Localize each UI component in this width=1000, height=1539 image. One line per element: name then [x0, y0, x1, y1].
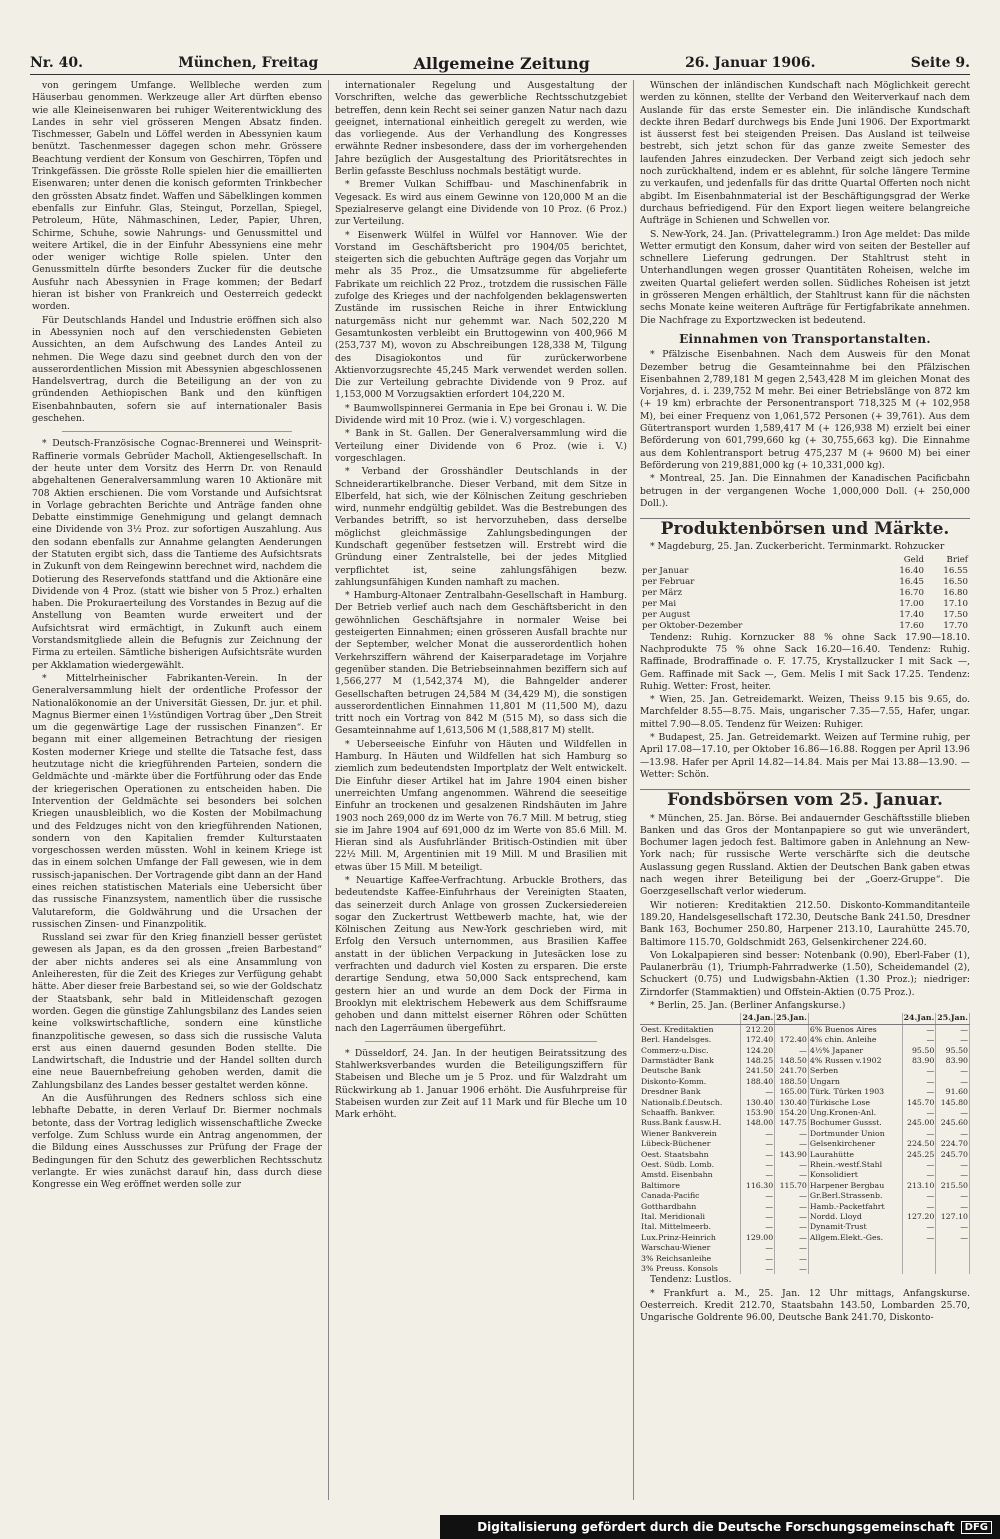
- table-cell: —: [741, 1191, 775, 1201]
- table-header-cell: 24.Jan.: [742, 1013, 774, 1023]
- table-cell: 215.50: [936, 1181, 970, 1191]
- dfg-logo-icon: DFG: [961, 1521, 992, 1534]
- table-header-cell: 24.Jan.: [903, 1013, 935, 1023]
- table-row: [640, 1087, 970, 1097]
- table-cell: [808, 1254, 902, 1264]
- table-cell: Commerz-u.Disc.: [640, 1046, 741, 1056]
- digitization-footer: [440, 1515, 1000, 1539]
- section-title-transport: Einnahmen von Transportanstalten.: [679, 331, 931, 346]
- table-row: [640, 621, 970, 632]
- table-cell: 245.25: [902, 1150, 936, 1160]
- table-cell: Dortmunder Union: [808, 1129, 902, 1139]
- table-cell: Dresdner Bank: [640, 1087, 741, 1097]
- section-title-fonds: Fondsbörsen vom 25. Januar.: [640, 789, 970, 806]
- table-cell: Berl. Handelsges.: [640, 1035, 741, 1045]
- table-row: [640, 1160, 970, 1170]
- table-cell: —: [741, 1087, 775, 1097]
- table-cell: —: [775, 1243, 809, 1253]
- table-cell: 4½% Japaner: [808, 1046, 902, 1056]
- table-cell: 154.20: [775, 1108, 809, 1118]
- table-cell: 241.70: [775, 1066, 809, 1076]
- table-cell: 153.90: [741, 1108, 775, 1118]
- table-cell: 4% Russen v.1902: [808, 1056, 902, 1066]
- table-cell: Bochumer Gussst.: [808, 1118, 902, 1128]
- column-1: [32, 80, 322, 1500]
- table-cell: —: [902, 1191, 936, 1201]
- newspaper-title: Allgemeine Zeitung: [413, 53, 590, 73]
- table-cell: 4% chin. Anleihe: [808, 1035, 902, 1045]
- table-row: [640, 1202, 970, 1212]
- table-row: [640, 1056, 970, 1066]
- table-cell: —: [741, 1150, 775, 1160]
- table-cell: Warschau-Wiener: [640, 1243, 741, 1253]
- table-cell: 145.80: [936, 1098, 970, 1108]
- table-cell: Dynamit-Trust: [808, 1222, 902, 1232]
- column-2: [335, 80, 627, 1500]
- table-cell: Gr.Berl.Strassenb.: [808, 1191, 902, 1201]
- table-cell: —: [902, 1170, 936, 1180]
- table-cell: 245.70: [936, 1150, 970, 1160]
- table-cell: —: [741, 1160, 775, 1170]
- table-cell: [808, 1264, 902, 1274]
- footer-text: Digitalisierung gefördert durch die Deutsche Forschungsgemeinschaft: [477, 1520, 955, 1534]
- table-cell: 116.30: [741, 1181, 775, 1191]
- table-row: [640, 1046, 970, 1056]
- column-divider: [633, 80, 634, 1500]
- table-cell: [902, 1264, 936, 1274]
- table-cell: —: [741, 1212, 775, 1222]
- table-cell: —: [775, 1129, 809, 1139]
- table-cell: 83.90: [902, 1056, 936, 1066]
- table-cell: Nationalb.f.Deutsch.: [640, 1098, 741, 1108]
- article-paragraph: internationaler Regelung und Ausgestaltung der Vorschriften, welche das gewerbliche Rechtsschutzgebiet betreffen, denn kein Recht sei seiner ganzen Natur nach dazu geeignet, international einheitlich geregelt zu werden, wie das vorliegende. Aus der Verhandlung des Kongresses erwähnte Redner insbesondere, dass der im vorhergehenden Jahre bezüglich der Ausgestaltung des Prioritätsrechtes in Berlin gefasste Beschluss nochmals bestätigt wurde.: [335, 80, 627, 178]
- article-separator: [62, 431, 292, 432]
- table-row: [640, 1150, 970, 1160]
- table-cell: 16.40: [899, 565, 924, 576]
- stock-quote-table: [640, 1013, 970, 1274]
- table-cell: 115.70: [775, 1181, 809, 1191]
- table-cell: —: [902, 1202, 936, 1212]
- table-cell: 17.60: [899, 620, 924, 631]
- article-paragraph: * Bank in St. Gallen. Der Generalversammlung wird die Verteilung einer Dividende von 6 Proz. (wie i. V.) vorgeschlagen.: [335, 428, 627, 464]
- table-cell: —: [936, 1077, 970, 1087]
- table-cell: Lübeck-Büchener: [640, 1139, 741, 1149]
- table-cell: per Mai: [642, 598, 677, 609]
- table-cell: 224.50: [902, 1139, 936, 1149]
- article-paragraph: Russland sei zwar für den Krieg finanziell besser gerüstet gewesen als Japan, es da den grossen „freien Barbestand“ der aber nichts anderes sei als eine Ansammlung von Anleiheresten, für die Zeit des Krieges zur Verfügung gehabt hätte. Aber dieser freie Barbestand sei, so wie der Goldschatz der Staatsbank, sehr bald in Mitleidenschaft gezogen worden. Gegen die günstige Zahlungsbilanz des Landes seien keine volkswirtschaftliche, sondern eine künstliche finanzpolitische gewesen, so dass sich die russische Valuta erst aus einen dauernd gesunden Boden stellte. Die Landwirtschaft, die Industrie und der Handel sollten durch eine neue Bauernbefreiung gehoben werden, damit die Zahlungsbilanz des Landes besser gestaltet werden könne.: [32, 932, 322, 1091]
- article-paragraph: von geringem Umfange. Wellbleche werden zum Häuserbau genommen. Werkzeuge aller Art dürften ebenso wie alle Kleineisenwaren bei ruhiger Weiterentwicklung des Landes in sehr viel grösseren Mengen Absatz finden. Tischmesser, Gabeln und Löffel werden in Abessynien kaum benützt. Taschenmesser dagegen schon mehr. Grössere Beachtung verdient der Konsum von Geschirren, Töpfen und Trinkgefässen. Die grösste Rolle spielen hier die emaillierten Eisenwaren; unter denen die konisch geformten Trinkbecher den grössten Absatz findet. Waffen und Säbelklingen kommen ebenfalls zur Einfuhr. Glas, Steingut, Porzellan, Spiegel, Petroleum, Hüte, Nähmaschinen, Leder, Papier, Uhren, Schirme, Schuhe, sowie Nahrungs- und Genussmittel und weitere Artikel, die in der Einfuhr Abessyniens eine mehr oder weniger wichtige Rolle spielen. Unter den Genussmitteln dürfte besonders Zucker für die deutsche Ausfuhr nach Abessynien in Frage kommen; der Bedarf hieran ist bisher von Frankreich und Oesterreich gedeckt worden.: [32, 80, 322, 313]
- table-cell: —: [902, 1160, 936, 1170]
- article-paragraph: * Hamburg-Altonaer Zentralbahn-Gesellschaft in Hamburg. Der Betrieb verlief auch nach dem Geschäftsbericht in den gewöhnlichen Geschäftsjahre in normaler Weise bei gesteigerten Einnahmen; einen grösseren Ausfall brachte nur der September, welcher Monat die ausserordentlich hohen Verkehrsziffern während der Kaiserparadetage im Vorjahre gegenüber standen. Die Betriebseinnahmen beziffern sich auf 1,566,277 M (1,542,374 M), die Bahngelder anderer Gesellschaften betrugen 24,584 M (34,429 M), die sonstigen ausserordentlichen Einnahmen 11,801 M (11,500 M), dazu tritt noch ein Vortrag von 842 M (515 M), so dass sich die Gesamteinnahme auf 1,613,506 M (1,588,817 M) stellt.: [335, 590, 627, 737]
- column-divider: [328, 80, 329, 1500]
- table-cell: —: [902, 1222, 936, 1232]
- table-cell: —: [902, 1024, 936, 1035]
- table-row: [640, 1035, 970, 1045]
- table-row: [640, 1181, 970, 1191]
- table-row: [640, 577, 970, 588]
- article-paragraph: Wünschen der inländischen Kundschaft nach Möglichkeit gerecht werden zu können, stellte der Verband den Weiterverkauf nach dem Auslande für das erste Semester ein. Die inländische Kundschaft deckte ihren Bedarf durchwegs bis Ende Juni 1906. Der Exportmarkt ist äusserst fest bei steigenden Preisen. Das Ausland ist teilweise bestrebt, sich jetzt schon für das ganze zweite Semester des laufenden Jahres einzudecken. Der Verband zeigt sich jedoch sehr noch zurückhaltend, indem er es ablehnt, für solche längere Termine zu verkaufen, und jedenfalls für das dritte Quartal Offerten noch nicht abgibt. Im Eisenbahnmaterial ist der Beschäftigungsgrad der Werke durchaus befriedigend. Für den Export liegen weitere belangreiche Aufträge in Schienen und Schwellen vor.: [640, 80, 970, 227]
- table-cell: 172.40: [775, 1035, 809, 1045]
- table-cell: Lux.Prinz-Heinrich: [640, 1233, 741, 1243]
- table-cell: 213.10: [902, 1181, 936, 1191]
- table-cell: —: [775, 1222, 809, 1232]
- table-cell: —: [775, 1202, 809, 1212]
- article-paragraph: * Eisenwerk Wülfel in Wülfel vor Hannover. Wie der Vorstand im Geschäftsbericht pro 1904/05 berichtet, steigerten sich die gebuchten Aufträge gegen das Vorjahr um mehr als 35 Proz., die Umsatzsumme für abgelieferte Fabrikate um reichlich 22 Proz., trotzdem die russischen Fälle zufolge des Krieges und der nachfolgenden beklagenswerten Zustände im russischen Reiche in ihrer Entwicklung naturgemäss nicht nur gehemmt war. Nach 502,220 M Gesamtunkosten verbleibt ein Bruttogewinn von 400,966 M (253,737 M), wovon zu Abschreibungen 128,338 M, Tilgung des Disagiokontos und für zurückerworbene Aktienvorzugsrechte 45,245 Mark verwendet werden sollen. Die zur Verteilung gebrachte Dividende von 9 Proz. auf 1,153,000 M Vorzugsaktien erfordert 104,220 M.: [335, 229, 627, 401]
- table-cell: Ital. Meridionali: [640, 1212, 741, 1222]
- table-cell: per Januar: [642, 565, 689, 576]
- table-row: [640, 566, 970, 577]
- article-paragraph: Tendenz: Ruhig. Kornzucker 88 % ohne Sack 17.90—18.10. Nachprodukte 75 % ohne Sack 16.20—16.40. Tendenz: Ruhig. Raffinade, Brodraffinade o. F. 17.75, Krystallzucker I mit Sack —, Gem. Raffinade mit Sack —, Gem. Melis I mit Sack 17.25. Tendenz: Ruhig. Wetter: Frost, heiter.: [640, 631, 970, 692]
- table-header-cell: [640, 1013, 741, 1024]
- table-cell: 127.10: [936, 1212, 970, 1222]
- table-cell: —: [775, 1139, 809, 1149]
- table-cell: 148.25: [741, 1056, 775, 1066]
- table-cell: —: [775, 1046, 809, 1056]
- table-row: [640, 1191, 970, 1201]
- table-cell: 17.40: [899, 609, 924, 620]
- table-cell: per März: [642, 587, 682, 598]
- table-cell: 95.50: [902, 1046, 936, 1056]
- article-paragraph: * Budapest, 25. Jan. Getreidemarkt. Weizen auf Termine ruhig, per April 17.08—17.10, per Oktober 16.86—16.88. Roggen per April 13.96—13.98. Hafer per April 14.82—14.84. Mais per Mai 13.88—13.90. — Wetter: Schön.: [640, 732, 970, 780]
- table-cell: —: [775, 1160, 809, 1170]
- table-cell: [775, 1024, 809, 1035]
- table-cell: 16.45: [899, 576, 924, 587]
- table-cell: —: [741, 1254, 775, 1264]
- page-number: Seite 9.: [910, 55, 970, 71]
- table-cell: —: [936, 1129, 970, 1139]
- article-paragraph: * München, 25. Jan. Börse. Bei andauernder Geschäftsstille blieben Banken und das Gros der Montanpapiere so gut wie unverändert, Bochumer lagen jedoch fest. Baltimore gaben in Anlehnung an New-York nach; für russische Werte verschärfte sich die deutsche Auslassung gegen Russland. Aktien der Deutschen Bank gaben etwas nach wegen ihrer Beteiligung bei der „Goerz-Gruppe“. Die Goerzgesellschaft verlor wiederum.: [640, 812, 970, 898]
- table-cell: 147.75: [775, 1118, 809, 1128]
- table-cell: 16.80: [943, 587, 968, 598]
- table-cell: —: [741, 1222, 775, 1232]
- table-cell: —: [902, 1233, 936, 1243]
- table-cell: —: [775, 1233, 809, 1243]
- column-3: [640, 80, 970, 1500]
- table-row: [640, 1024, 970, 1035]
- table-row: [640, 1077, 970, 1087]
- table-cell: —: [902, 1077, 936, 1087]
- table-cell: —: [775, 1212, 809, 1222]
- table-cell: Hamb.-Packetfahrt: [808, 1202, 902, 1212]
- article-paragraph: * Wien, 25. Jan. Getreidemarkt. Weizen, Theiss 9.15 bis 9.65, do. Marchfelder 8.55—8.75. Mais, ungarischer 7.35—7.55, Hafer, ungar. mittel 7.90—8.05. Tendenz für Weizen: Ruhiger.: [640, 694, 970, 730]
- table-cell: —: [775, 1254, 809, 1264]
- table-cell: Russ.Bank f.ausw.H.: [640, 1118, 741, 1128]
- table-cell: [936, 1243, 970, 1253]
- table-cell: 245.60: [936, 1118, 970, 1128]
- table-cell: 188.50: [775, 1077, 809, 1087]
- table-cell: 165.00: [775, 1087, 809, 1097]
- table-cell: 143.90: [775, 1150, 809, 1160]
- table-row: [640, 1170, 970, 1180]
- table-cell: Serben: [808, 1066, 902, 1076]
- table-cell: Ung.Kronen-Anl.: [808, 1108, 902, 1118]
- table-cell: Canada-Pacific: [640, 1191, 741, 1201]
- article-paragraph: * Frankfurt a. M., 25. Jan. 12 Uhr mittags, Anfangskurse. Oesterreich. Kredit 212.70, Staatsbahn 143.50, Lombarden 25.70, Ungarische Goldrente 96.00, Deutsche Bank 241.70, Diskonto-: [640, 1287, 970, 1324]
- table-cell: —: [936, 1233, 970, 1243]
- table-cell: —: [902, 1129, 936, 1139]
- table-cell: —: [741, 1202, 775, 1212]
- table-cell: —: [936, 1191, 970, 1201]
- table-cell: 83.90: [936, 1056, 970, 1066]
- table-cell: Harpener Bergbau: [808, 1181, 902, 1191]
- table-cell: 148.00: [741, 1118, 775, 1128]
- table-cell: [936, 1264, 970, 1274]
- table-cell: 130.40: [741, 1098, 775, 1108]
- page-header: [30, 52, 970, 75]
- table-cell: —: [902, 1035, 936, 1045]
- table-cell: —: [741, 1170, 775, 1180]
- table-cell: 16.50: [943, 576, 968, 587]
- table-cell: [902, 1254, 936, 1264]
- table-cell: Oest. Kreditaktien: [640, 1024, 741, 1035]
- table-cell: 6% Buenos Aires: [808, 1024, 902, 1035]
- table-row: [640, 1118, 970, 1128]
- table-cell: 17.10: [943, 598, 968, 609]
- table-cell: 95.50: [936, 1046, 970, 1056]
- article-paragraph: * Düsseldorf, 24. Jan. In der heutigen Beiratssitzung des Stahlwerksverbandes wurden die Beteiligungsziffern für Stabeisen und Bleche um je 5 Proz. und für Walzdraht um Rückwirkung ab 1. Januar 1906 erhöht. Die Ausfuhrpreise für Stabeisen wurden zur Zeit auf 11 Mark und für Bleche um 10 Mark erhöht.: [335, 1047, 627, 1121]
- table-cell: Gotthardbahn: [640, 1202, 741, 1212]
- table-cell: Rhein.-westf.Stahl: [808, 1160, 902, 1170]
- table-cell: —: [936, 1170, 970, 1180]
- table-cell: —: [936, 1066, 970, 1076]
- sugar-report-heading: * Magdeburg, 25. Jan. Zuckerbericht. Terminmarkt. Rohzucker: [650, 541, 945, 553]
- table-row: [640, 1108, 970, 1118]
- table-row: [640, 1129, 970, 1139]
- section-title-produkten: Produktenbörsen und Märkte.: [640, 518, 970, 535]
- table-cell: 188.40: [741, 1077, 775, 1087]
- issue-number: Nr. 40.: [30, 55, 83, 71]
- article-paragraph: * Bremer Vulkan Schiffbau- und Maschinenfabrik in Vegesack. Es wird aus einem Gewinne von 120,000 M an die Spezialreserve gelangt eine Dividende von 10 Proz. (6 Proz.) zur Verteilung.: [335, 179, 627, 228]
- table-row: [640, 1243, 970, 1253]
- table-cell: —: [936, 1035, 970, 1045]
- article-paragraph: Für Deutschlands Handel und Industrie eröffnen sich also in Abessynien noch auf den verschiedensten Gebieten Aussichten, an dem Aufschwung des Landes Anteil zu nehmen. Die Wege dazu sind geebnet durch den von der ausserordentlichen Mission mit Abessynien abgeschlossenen Handelsvertrag, durch die Beteiligung an der von zu gründenden Aethiopischen Bank und den künftigen Eisenbahnbauten, sofern sie auf internationaler Basis geschehen.: [32, 314, 322, 425]
- table-cell: Diskonto-Komm.: [640, 1077, 741, 1087]
- table-row: [640, 1233, 970, 1243]
- table-cell: Ital. Mittelmeerb.: [640, 1222, 741, 1232]
- table-cell: —: [902, 1066, 936, 1076]
- table-header-cell: 25.Jan.: [937, 1013, 968, 1023]
- table-cell: [936, 1254, 970, 1264]
- table-cell: per Oktober-Dezember: [642, 620, 743, 631]
- table-cell: 148.50: [775, 1056, 809, 1066]
- table-cell: Konsolidiert: [808, 1170, 902, 1180]
- table-cell: Nordd. Lloyd: [808, 1212, 902, 1222]
- table-cell: 16.55: [943, 565, 968, 576]
- table-row: [640, 1212, 970, 1222]
- table-cell: Gelsenkirchener: [808, 1139, 902, 1149]
- article-paragraph: * Ueberseeische Einfuhr von Häuten und Wildfellen in Hamburg. In Häuten und Wildfellen hat sich Hamburg so ziemlich zum bedeutendsten Importplatz der Welt entwickelt. Die Einfuhr dieser Artikel hat im Jahre 1904 einen bisher unerreichten Umfang angenommen. Während die seeseitige Einfuhr an trockenen und gesalzenen Rindshäuten im Jahre 1903 noch 269,000 dz im Werte von 76.7 Mill. M betrug, stieg sie im Jahre 1904 auf 691,000 dz im Werte von 85.6 Mill. M. Hieran sind als Ausfuhrländer Britisch-Ostindien mit über 22½ Mill. M, Argentinien mit 19 Mill. M und Brasilien mit etwas über 15 Mill. M beteiligt.: [335, 738, 627, 873]
- table-cell: Schaaffh. Bankver.: [640, 1108, 741, 1118]
- table-cell: Darmstädter Bank: [640, 1056, 741, 1066]
- table-cell: —: [741, 1139, 775, 1149]
- table-row: [640, 599, 970, 610]
- table-cell: 16.70: [899, 587, 924, 598]
- table-cell: Wiener Bankverein: [640, 1129, 741, 1139]
- place-day: München, Freitag: [178, 55, 319, 71]
- table-header-cell: Brief: [946, 554, 968, 565]
- berlin-heading: * Berlin, 25. Jan. (Berliner Anfangskurse.): [650, 1000, 846, 1011]
- table-header-cell: 25.Jan.: [776, 1013, 807, 1023]
- table-cell: 3% Preuss. Konsols: [640, 1264, 741, 1274]
- table-cell: per Februar: [642, 576, 695, 587]
- table-cell: —: [775, 1170, 809, 1180]
- table-cell: 91.60: [936, 1087, 970, 1097]
- table-cell: Oest. Staatsbahn: [640, 1150, 741, 1160]
- article-paragraph: * Mittelrheinischer Fabrikanten-Verein. In der Generalversammlung hielt der ordentliche Professor der Nationalökonomie an der Universität Giessen, Dr. jur. et phil. Magnus Biermer einen 1½stündigen Vortrag über „Den Streit um die gegenwärtige Lage der russischen Finanzen“. Er begann mit einer allgemeinen Betrachtung der riesigen Kosten moderner Kriege und stellte die Tatsache fest, dass heutzutage nicht die kriegführenden Parteien, sondern die Geldmächte und -märkte über die Fortführung oder das Ende der kriegerischen Operationen zu entscheiden haben. Die Intervention der Geldmächte sei besonders bei solchen Kriegen unausbleiblich, wo die Kosten der Mobilmachung und des Feldzuges nicht von den kriegführenden Nationen, sondern von den Kapitalien fremder Kulturstaaten vorgeschossen werden müssten. Wohl in keinem Kriege ist das in einem solchen Umfange der Fall gewesen, wie in dem russisch-japanischen. Der Vortragende gibt dann an der Hand eines reichen statistischen Materials eine Uebersicht über das russische Finanzsystem, namentlich über die russische Valutareform, die Goldwährung und die Ursachen der russischen Zinsen- und Finanzpolitik.: [32, 672, 322, 930]
- table-cell: 124.20: [741, 1046, 775, 1056]
- table-cell: —: [775, 1264, 809, 1274]
- table-cell: [902, 1243, 936, 1253]
- table-row: [640, 1254, 970, 1264]
- article-paragraph: Wir notieren: Kreditaktien 212.50. Diskonto-Kommanditanteile 189.20, Handelsgesellschaft 172.30, Deutsche Bank 241.50, Dresdner Bank 163, Bochumer 250.80, Harpener 213.10, Laurahütte 245.70, Baltimore 115.70, Goldschmidt 263, Gelsenkirchener 224.60.: [640, 899, 970, 948]
- article-paragraph: * Neuartige Kaffee-Verfrachtung. Arbuckle Brothers, das bedeutendste Kaffee-Einfuhrhaus der Vereinigten Staaten, das seinerzeit durch Anlage von grossen Zuckersiedereien sogar den Zuckertrust Wettbewerb machte, hat, wie der Kölnischen Zeitung aus New-York geschrieben wird, mit Erfolg den Versuch unternommen, aus Brasilien Kaffee anstatt in der üblichen Verpackung in Jutesäcken lose zu verfrachten und dadurch viel Kosten zu ersparen. Die erste derartige Sendung, etwa 50,000 Sack entsprechend, kam gestern hier an und wurde an dem Dock der Firma in Brooklyn mit elektrischem Hebewerk aus dem Schiffsraume gehoben und dann mittelst eiserner Röhren oder Schütten nach den Lagerräumen übergeführt.: [335, 875, 627, 1034]
- table-row: [640, 1264, 970, 1274]
- table-cell: Allgem.Elekt.-Ges.: [808, 1233, 902, 1243]
- table-cell: Oest. Südb. Lomb.: [640, 1160, 741, 1170]
- table-cell: Türkische Lose: [808, 1098, 902, 1108]
- table-row: [640, 1222, 970, 1232]
- table-cell: 241.50: [741, 1066, 775, 1076]
- table-cell: Laurahütte: [808, 1150, 902, 1160]
- table-cell: 212.20: [741, 1024, 775, 1035]
- table-cell: 17.70: [943, 620, 968, 631]
- table-cell: 172.40: [741, 1035, 775, 1045]
- article-paragraph: * Pfälzische Eisenbahnen. Nach dem Ausweis für den Monat Dezember betrug die Gesamteinnahme bei den Pfälzischen Eisenbahnen 2,789,181 M gegen 2,543,428 M im gleichen Monat des Vorjahres, d. i. 239,752 M mehr. Bei einer Betriebslänge von 872 km (+ 19 km) erbrachte der Personentransport 718,325 M (+ 102,958 M), bei einer Frequenz von 1,061,572 Personen (+ 39,761). Aus dem Gütertransport wurden 1,589,417 M (+ 126,938 M) erzielt bei einer Beförderung von 601,799,660 kg (+ 30,755,663 kg). Die Einnahme aus dem Kohlentransport betrug 475,237 M (+ 9600 M) bei einer Beförderung von 219,881,000 kg (+ 10,331,000 kg).: [640, 349, 970, 471]
- article-paragraph: * Baumwollspinnerei Germania in Epe bei Gronau i. W. Die Dividende wird mit 10 Proz. (wie i. V.) vorgeschlagen.: [335, 402, 627, 427]
- article-paragraph: An die Ausführungen des Redners schloss sich eine lebhafte Debatte, in deren Verlauf Dr. Biermer nochmals betonte, dass der Vortrag lediglich wissenschaftliche Zwecke verfolge. Zum Schluss wurde ein Antrag angenommen, der die Bildung eines Ausschusses zur Prüfung der Frage der Bedingungen für den Schutz des gewerblichen Rechtsschutz verlangte. Er wies zunächst darauf hin, dass durch diese Kongresse ein Weg eröffnet werden solle zur: [32, 1093, 322, 1191]
- table-cell: —: [775, 1191, 809, 1201]
- table-cell: 224.70: [936, 1139, 970, 1149]
- table-row: [640, 610, 970, 621]
- table-row: [640, 1098, 970, 1108]
- table-cell: Amstd. Eisenbahn: [640, 1170, 741, 1180]
- article-paragraph: S. New-York, 24. Jan. (Privattelegramm.) Iron Age meldet: Das milde Wetter ermutigt den Konsum, daher wird von seiten der Besteller auf schnellere Lieferung gedrungen. Der Stahltrust steht in Unterhandlungen wegen grosser Quantitäten Roheisen, welche im zweiten Quartal geliefert werden sollen. Südliches Roheisen ist jetzt in grösseren Mengen erhältlich, der Stahltrust kann für die nächsten sechs Monate keine weiteren Aufträge für Fertigfabrikate annehmen. Die Nachfrage zu Exportzwecken ist bedeutend.: [640, 228, 970, 326]
- table-cell: 129.00: [741, 1233, 775, 1243]
- table-cell: —: [936, 1108, 970, 1118]
- table-header-row: [640, 1013, 970, 1024]
- table-cell: 17.50: [943, 609, 968, 620]
- table-cell: —: [741, 1129, 775, 1139]
- table-cell: 3% Reichsanleihe: [640, 1254, 741, 1264]
- table-cell: Ungarn: [808, 1077, 902, 1087]
- table-header-cell: [808, 1013, 902, 1024]
- table-cell: —: [936, 1222, 970, 1232]
- issue-date: 26. Januar 1906.: [685, 55, 816, 71]
- article-paragraph: * Deutsch-Französische Cognac-Brennerei und Weinsprit-Raffinerie vormals Gebrüder Macholl, Aktiengesellschaft. In der heute unter dem Vorsitz des Herrn Dr. von Renauld abgehaltenen Generalversammlung waren 10 Aktionäre mit 708 Aktien erschienen. Die vom Vorstande und Aufsichtsrat in Vorlage gebrachten Berichte und Anträge fanden ohne Debatte einstimmige Genehmigung und gelangt demnach eine Dividende von 3½ Proz. zur sofortigen Auszahlung. Aus den sodann ebenfalls zur Annahme gelangten Aenderungen der Statuten ergibt sich, dass die Tantieme des Aufsichtsrats in Zukunft von dem Reingewinn berechnet wird, nachdem die Dotierung des Reservefonds stattfand und die Aktionäre eine Dividende von 4 Proz. (statt wie bisher von 5 Proz.) erhalten haben. Die Prokuraerteilung des Vorstandes in Bezug auf die Anstellung von Beamten wurde erweitert und der Aufsichtsrat wird ermächtigt, in Zukunft auch einem Vorstandsmitgliede allein die Befugnis zur Zeichnung der Firma zu erteilen. Sämtliche bisherigen Aufsichtsräte wurden per Akklamation wiedergewählt.: [32, 438, 322, 671]
- table-cell: —: [902, 1087, 936, 1097]
- table-cell: Türk. Türken 1903: [808, 1087, 902, 1097]
- table-cell: per August: [642, 609, 691, 620]
- table-cell: —: [741, 1243, 775, 1253]
- table-cell: —: [936, 1024, 970, 1035]
- table-cell: 130.40: [775, 1098, 809, 1108]
- table-row: [640, 588, 970, 599]
- article-paragraph: Tendenz: Lustlos.: [650, 1274, 732, 1286]
- table-row: [640, 1066, 970, 1076]
- article-paragraph: Von Lokalpapieren sind besser: Notenbank (0.90), Eberl-Faber (1), Paulanerbräu (1), Triumph-Fahrradwerke (1.50), Scheidemandel (2), Schuckert (0.75) und Ludwigsbahn-Aktien (1.30 Proz.); niedriger: Zirndorfer (Stammaktien) und Offstein-Aktien (0.75 Proz.).: [640, 949, 970, 998]
- table-header-cell: Geld: [903, 554, 924, 565]
- table-cell: —: [741, 1264, 775, 1274]
- article-paragraph: * Verband der Grosshändler Deutschlands in der Schneiderartikelbranche. Dieser Verband, mit dem Sitze in Elberfeld, hat sich, wie der Kölnischen Zeitung geschrieben wird, nunmehr endgültig gebildet. Was die Bestrebungen des Verbandes betrifft, so ist hervorzuheben, dass derselbe möglichst gleichmässige Zahlungsbedingungen der Kundschaft gegenüber festsetzen will. Erstrebt wird die Gründung einer Zentralstelle, bei der jedes Mitglied verpflichtet ist, seine zahlungsfähigen bezw. zahlungsunfähigen Kunden namhaft zu machen.: [335, 466, 627, 588]
- table-cell: Baltimore: [640, 1181, 741, 1191]
- table-cell: 17.00: [899, 598, 924, 609]
- table-cell: —: [936, 1160, 970, 1170]
- table-cell: 245.00: [902, 1118, 936, 1128]
- table-cell: Deutsche Bank: [640, 1066, 741, 1076]
- table-cell: 127.20: [902, 1212, 936, 1222]
- table-cell: 145.70: [902, 1098, 936, 1108]
- table-cell: [808, 1243, 902, 1253]
- table-cell: —: [936, 1202, 970, 1212]
- table-row: [640, 1139, 970, 1149]
- article-paragraph: * Montreal, 25. Jan. Die Einnahmen der Kanadischen Pacificbahn betrugen in der vergangenen Woche 1,000,000 Doll. (+ 250,000 Doll.).: [640, 473, 970, 509]
- article-separator: [365, 1041, 597, 1042]
- table-cell: —: [902, 1108, 936, 1118]
- sugar-price-table: [640, 555, 970, 632]
